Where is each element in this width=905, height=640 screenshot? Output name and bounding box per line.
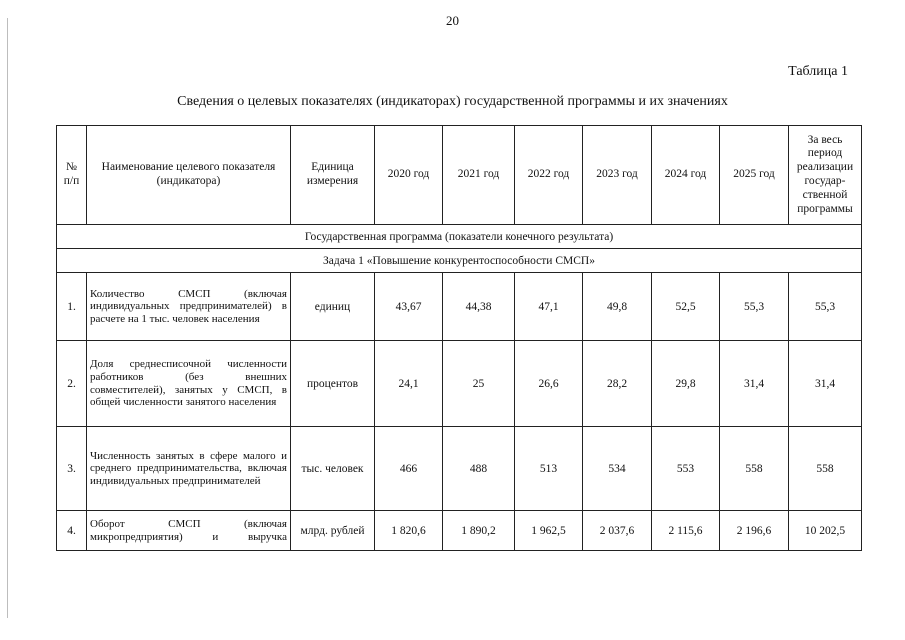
table-header-row (57, 126, 862, 225)
unit-cell: тыс. человек (291, 427, 375, 511)
header-year: 2021 год (443, 126, 515, 225)
table-row (57, 273, 862, 341)
unit-cell: млрд. рублей (291, 511, 375, 551)
value-cell: 2 196,6 (720, 511, 789, 551)
header-year: 2023 год (583, 126, 652, 225)
value-cell: 43,67 (375, 273, 443, 341)
value-cell: 28,2 (583, 341, 652, 427)
section-program-label: Государственная программа (показатели конечного результата) (57, 225, 862, 249)
value-cell: 49,8 (583, 273, 652, 341)
section-row-task (57, 249, 862, 273)
indicator-name: Количество СМСП (включая индивидуальных предпринимателей) в расчете на 1 тыс. человек населения (87, 273, 291, 341)
row-number: 1. (57, 273, 87, 341)
value-cell: 2 037,6 (583, 511, 652, 551)
section-row-program (57, 225, 862, 249)
indicator-name: Доля среднесписочной численности работников (без внешних совместителей), занятых у СМСП, в общей численности занятого населения (87, 341, 291, 427)
total-cell: 55,3 (789, 273, 862, 341)
row-number: 3. (57, 427, 87, 511)
value-cell: 55,3 (720, 273, 789, 341)
value-cell: 52,5 (652, 273, 720, 341)
value-cell: 29,8 (652, 341, 720, 427)
header-year: 2022 год (515, 126, 583, 225)
total-cell: 10 202,5 (789, 511, 862, 551)
value-cell: 47,1 (515, 273, 583, 341)
document-title: Сведения о целевых показателях (индикаторах) государственной программы и их значениях (177, 94, 728, 109)
page-number: 20 (446, 13, 459, 28)
total-cell: 31,4 (789, 341, 862, 427)
header-unit: Единица измерения (291, 126, 375, 225)
table-label: Таблица 1 (788, 64, 848, 79)
row-number: 4. (57, 511, 87, 551)
value-cell: 24,1 (375, 341, 443, 427)
value-cell: 558 (720, 427, 789, 511)
header-total: За весь период реализации государ-ственной программы (789, 126, 862, 225)
value-cell: 488 (443, 427, 515, 511)
unit-cell: единиц (291, 273, 375, 341)
value-cell: 1 962,5 (515, 511, 583, 551)
total-cell: 558 (789, 427, 862, 511)
value-cell: 1 890,2 (443, 511, 515, 551)
value-cell: 31,4 (720, 341, 789, 427)
header-year: 2020 год (375, 126, 443, 225)
value-cell: 26,6 (515, 341, 583, 427)
header-year: 2024 год (652, 126, 720, 225)
header-year: 2025 год (720, 126, 789, 225)
table-row (57, 341, 862, 427)
table-row (57, 511, 862, 551)
row-number: 2. (57, 341, 87, 427)
unit-cell: процентов (291, 341, 375, 427)
value-cell: 466 (375, 427, 443, 511)
header-name: Наименование целевого показателя (индикатора) (87, 126, 291, 225)
value-cell: 44,38 (443, 273, 515, 341)
value-cell: 553 (652, 427, 720, 511)
section-task-label: Задача 1 «Повышение конкурентоспособности СМСП» (57, 249, 862, 273)
value-cell: 25 (443, 341, 515, 427)
indicator-name: Оборот СМСП (включая микропредприятия) и выручка (87, 511, 291, 551)
indicators-table (56, 125, 862, 551)
indicator-name: Численность занятых в сфере малого и среднего предпринимательства, включая индивидуальных предпринимателей (87, 427, 291, 511)
value-cell: 1 820,6 (375, 511, 443, 551)
value-cell: 534 (583, 427, 652, 511)
header-num: № п/п (57, 126, 87, 225)
table-row (57, 427, 862, 511)
value-cell: 2 115,6 (652, 511, 720, 551)
value-cell: 513 (515, 427, 583, 511)
